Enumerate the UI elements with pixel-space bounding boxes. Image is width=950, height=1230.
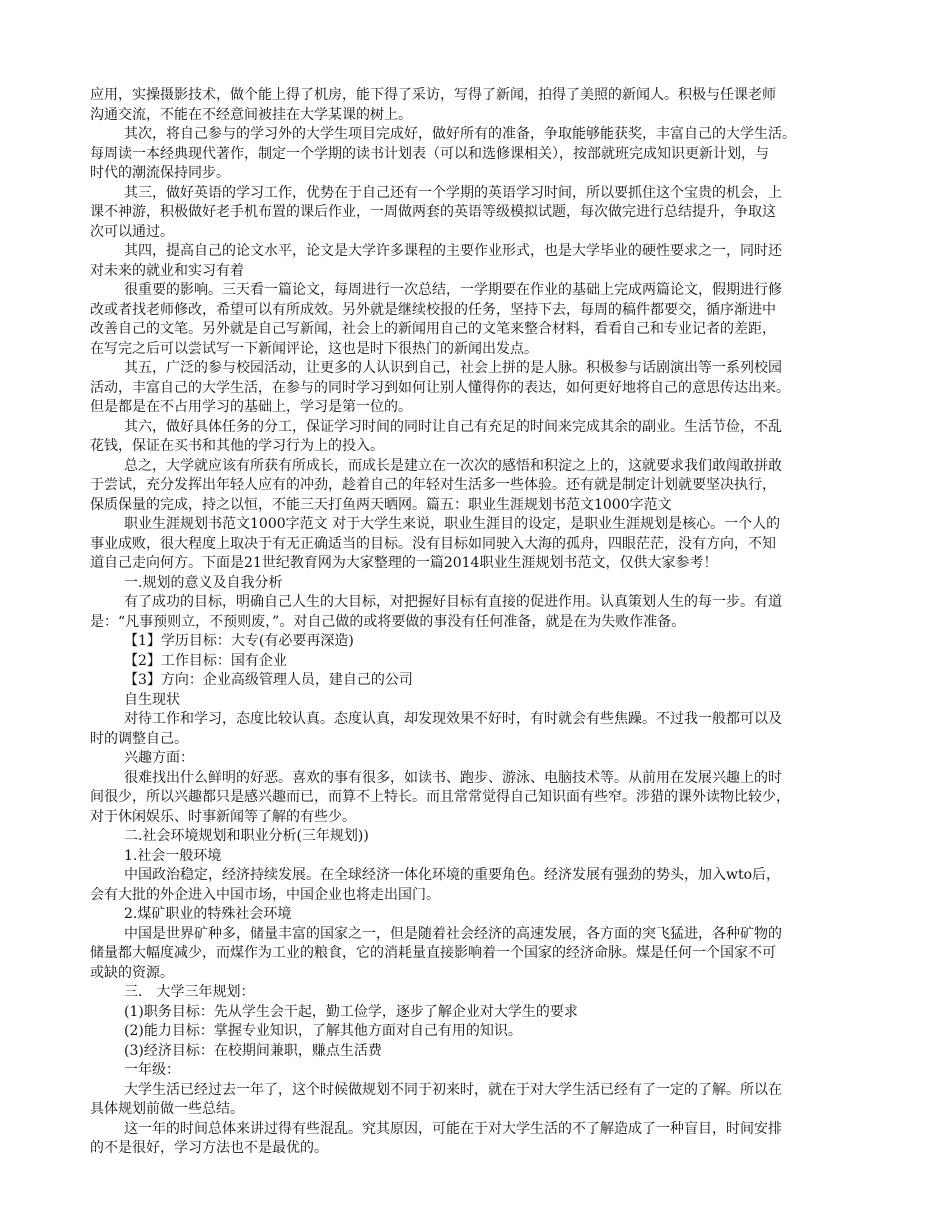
text-line: 改或者找老师修改，希望可以有所成效。另外就是继续校报的任务，坚持下去，每周的稿件都要交，循序渐进中 <box>90 301 776 318</box>
text-line: 有了成功的目标，明确自己人生的大目标，对把握好目标有直接的促进作用。认真策划人生的每一步。有道 <box>124 594 782 610</box>
text-line: 在写完之后可以尝试写一下新闻评论，这也是时下很热门的新闻出发点。 <box>90 340 538 357</box>
text-line: 事业成败，很大程度上取决于有无正确适当的目标。没有目标如同驶入大海的孤舟，四眼茫茫，没有方向，不知 <box>90 535 776 552</box>
text-line: 每周读一本经典现代著作，制定一个学期的读书计划表（可以和选修课相关），按部就班完成知识更新计划，与 <box>90 145 769 162</box>
text-line: 职业生涯规划书范文1000字范文 对于大学生来说，职业生涯目的设定，是职业生涯规划是核心。一个人的 <box>124 516 781 532</box>
text-line: 保质保量的完成，持之以恒，不能三天打鱼两天晒网。篇五：职业生涯规划书范文1000字范文 <box>90 496 672 513</box>
text-line: 三． 大学三年规划： <box>124 984 255 1000</box>
text-line: 【2】工作目标：国有企业 <box>124 652 287 669</box>
text-line: 【3】方向：企业高级管理人员，建自己的公司 <box>124 672 413 688</box>
text-line: 这一年的时间总体来讲过得有些混乱。究其原因，可能在于对大学生活的不了解造成了一种盲目，时间安排 <box>124 1120 782 1137</box>
text-line: 应用，实操摄影技术，做个能上得了机房，能下得了采访，写得了新闻，拍得了美照的新闻人。积极与任课老师 <box>90 87 776 103</box>
text-line: 【1】学历目标：大专(有必要再深造) <box>124 633 354 649</box>
text-line: 课不神游，积极做好老手机布置的课后作业，一周做两套的英语等级模拟试题，每次做完进行总结提升，争取这 <box>90 204 776 220</box>
text-line: 沟通交流，不能在不经意间被挂在大学某课的树上。 <box>90 106 412 123</box>
text-line: 一.规划的意义及自我分析 <box>124 574 283 591</box>
text-line: 兴趣方面： <box>124 750 194 766</box>
text-line: 对于休闲娱乐、时事新闻等了解的有些少。 <box>90 808 356 825</box>
text-line: 储量都大幅度减少，而煤作为工业的粮食，它的消耗量直接影响着一个国家的经济命脉。煤是任何一个国家不可 <box>90 945 776 961</box>
text-line: 是：“凡事预则立，不预则废，”。对自己做的或将要做的事没有任何准备，就是在为失败作准备。 <box>90 613 686 630</box>
text-line: (3)经济目标：在校期间兼职，赚点生活费 <box>124 1042 382 1059</box>
text-line: 道自己走向何方。下面是21世纪教育网为大家整理的一篇2014职业生涯规划书范文，仅供大家参考！ <box>90 555 718 571</box>
text-line: 其五，广泛的参与校园活动，让更多的人认识到自己，社会上拼的是人脉。积极参与话剧演出等一系列校园 <box>124 360 782 376</box>
text-line: 总之，大学就应该有所获有所成长，而成长是建立在一次次的感悟和积淀之上的，这就要求我们敢闯敢拼敢 <box>124 457 782 474</box>
text-line: 很难找出什么鲜明的好恶。喜欢的事有很多，如读书、跑步、游泳、电脑技术等。从前用在发展兴趣上的时 <box>124 769 782 786</box>
text-line: 自生现状 <box>124 691 180 708</box>
text-line: 次可以通过。 <box>90 223 174 240</box>
text-line: 活动，丰富自己的大学生活，在参与的同时学习到如何让别人懂得你的表达，如何更好地将自己的意思传达出来。 <box>90 379 790 396</box>
text-line: 很重要的影响。三天看一篇论文，每周进行一次总结，一学期要在作业的基础上完成两篇论文，假期进行修 <box>124 282 782 298</box>
text-line: 改善自己的文笔。另外就是自己写新闻，社会上的新闻用自己的文笔来整合材料，看看自己和专业记者的差距， <box>90 321 776 337</box>
text-line: 花钱，保证在买书和其他的学习行为上的投入。 <box>90 438 384 454</box>
text-line: 一年级： <box>124 1062 180 1078</box>
text-line: 但是都是在不占用学习的基础上，学习是第一位的。 <box>90 399 412 415</box>
text-line: 其次，将自己参与的学习外的大学生项目完成好，做好所有的准备，争取能够能获奖，丰富自己的大学生活。 <box>124 126 796 142</box>
text-line: 于尝试，充分发挥出年轻人应有的冲劲，趁着自己的年轻对生活多一些体验。还有就是制定计划就要坚决执行， <box>90 477 776 493</box>
text-line: 二.社会环境规划和职业分析(三年规划)) <box>124 828 369 844</box>
text-line: 对待工作和学习，态度比较认真。态度认真，却发现效果不好时，有时就会有些焦躁。不过我一般都可以及 <box>124 711 782 727</box>
text-line: (2)能力目标：掌握专业知识，了解其他方面对自己有用的知识。 <box>124 1023 522 1039</box>
text-line: 的不是很好，学习方法也不是最优的。 <box>90 1140 328 1156</box>
text-line: 会有大批的外企进入中国市场，中国企业也将走出国门。 <box>90 886 440 903</box>
text-line: 或缺的资源。 <box>90 964 174 981</box>
document-body <box>90 86 860 1159</box>
text-line: 时代的潮流保持同步。 <box>90 165 230 181</box>
text-line: 中国政治稳定，经济持续发展。在全球经济一体化环境的重要角色。经济发展有强劲的势头，加入wto后， <box>124 867 781 883</box>
text-line: 间很少，所以兴趣都只是感兴趣而已，而算不上特长。而且常常觉得自己知识面有些窄。涉猎的课外读物比较少， <box>90 789 790 805</box>
text-line: 其三，做好英语的学习工作，优势在于自己还有一个学期的英语学习时间，所以要抓住这个宝贵的机会，上 <box>124 184 782 201</box>
text-line: 时的调整自己。 <box>90 730 188 747</box>
text-line: 大学生活已经过去一年了，这个时候做规划不同于初来时，就在于对大学生活已经有了一定的了解。所以在 <box>124 1081 782 1098</box>
text-line: 中国是世界矿种多，储量丰富的国家之一，但是随着社会经济的高速发展，各方面的突飞猛进，各种矿物的 <box>124 925 782 942</box>
text-line: 其六，做好具体任务的分工，保证学习时间的同时让自己有充足的时间来完成其余的副业。生活节俭，不乱 <box>124 418 782 435</box>
text-line: (1)职务目标：先从学生会干起，勤工俭学，逐步了解企业对大学生的要求 <box>124 1003 578 1020</box>
text-line: 具体规划前做一些总结。 <box>90 1101 244 1117</box>
text-line: 1.社会一般环境 <box>124 847 222 864</box>
text-line: 其四，提高自己的论文水平，论文是大学许多课程的主要作业形式，也是大学毕业的硬性要求之一，同时还 <box>124 243 782 259</box>
text-line: 对未来的就业和实习有着 <box>90 262 244 279</box>
text-line: 2.煤矿职业的特殊社会环境 <box>124 906 292 922</box>
